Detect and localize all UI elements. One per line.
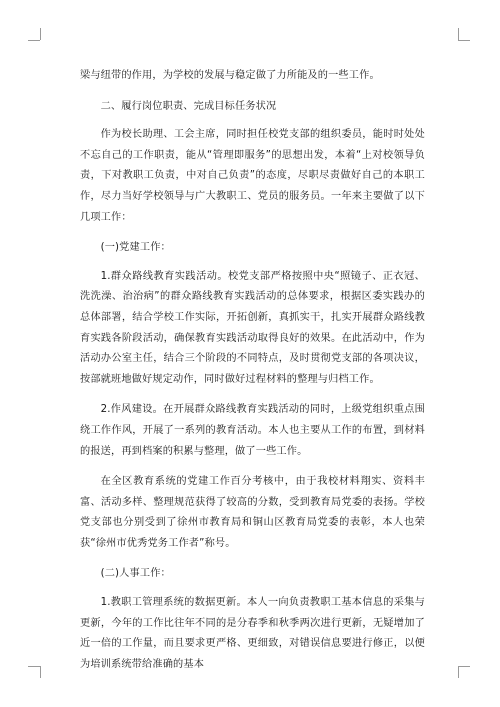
paragraph-role-summary: 作为校长助理、工会主席，同时担任校党支部的组织委员，能时时处处不忘自己的工作职责，能从“管理即服务”的思想出发，本着“上对校领导负责，下对教职工负责，中对自己负责”的态度，尽职尽责做好自己的本职工作，尽力当好学校领导与广大教职工、党员的服务员。一年来主要做了以下几项工作： [80, 129, 425, 223]
crop-mark-bottom-left-vertical [40, 666, 41, 678]
crop-mark-top-right-horizontal [458, 40, 470, 41]
crop-mark-top-left-vertical [40, 28, 41, 40]
crop-mark-top-right-vertical [458, 28, 459, 40]
crop-mark-bottom-right-vertical [458, 666, 459, 678]
paragraph-continuation: 梁与纽带的作用，为学校的发展与稳定做了力所能及的一些工作。 [80, 70, 380, 81]
crop-mark-bottom-left-horizontal [28, 666, 40, 667]
paragraph-mass-line-activity: 1.群众路线教育实践活动。校党支部严格按照中央“照镜子、正衣冠、洗洗澡、治治病”的群众路线教育实践活动的总体要求，根据区委实践办的总体部署，结合学校工作实际，开拓创新，真抓实干，扎实开展群众路线教育实践各阶段活动，确保教育实践活动取得良好的效果。在此活动中，作为活动办公室主任，结合三个阶段的不同特点，及时贯彻党支部的各项决议，按部就班地做好规定动作，同时做好过程材料的整理与归档工作。 [80, 270, 425, 385]
paragraph-work-style: 2.作风建设。在开展群众路线教育实践活动的同时，上级党组织重点围绕工作作风，开展了一系列的教育活动。本人也主要从工作的布置，到材料的报送，再到档案的积累与整理，做了一些工作。 [80, 404, 425, 457]
subheading-party-building: (一)党建工作： [100, 242, 171, 254]
crop-mark-bottom-right-horizontal [458, 666, 470, 667]
document-body [80, 66, 425, 685]
section-heading-duties: 二、履行岗位职责、完成目标任务状况 [100, 100, 277, 112]
subheading-personnel: (二)人事工作： [100, 568, 171, 580]
crop-mark-top-left-horizontal [28, 40, 40, 41]
paragraph-assessment-honors: 在全区教育系统的党建工作百分考核中，由于我校材料翔实、资料丰富、活动多样、整理规范获得了较高的分数，受到教育局党委的表扬。学校党支部也分别受到了徐州市教育局和铜山区教育局党委的表彰，本人也荣获“徐州市优秀党务工作者”称号。 [80, 476, 425, 549]
paragraph-staff-data-update: 1.教职工管理系统的数据更新。本人一向负责教职工基本信息的采集与更新，今年的工作比往年不同的是分春季和秋季两次进行更新，无疑增加了近一倍的工作量，而且要求更严格、更细致，对错误信息要进行修正，以便为培训系统带给准确的基本 [80, 597, 425, 670]
